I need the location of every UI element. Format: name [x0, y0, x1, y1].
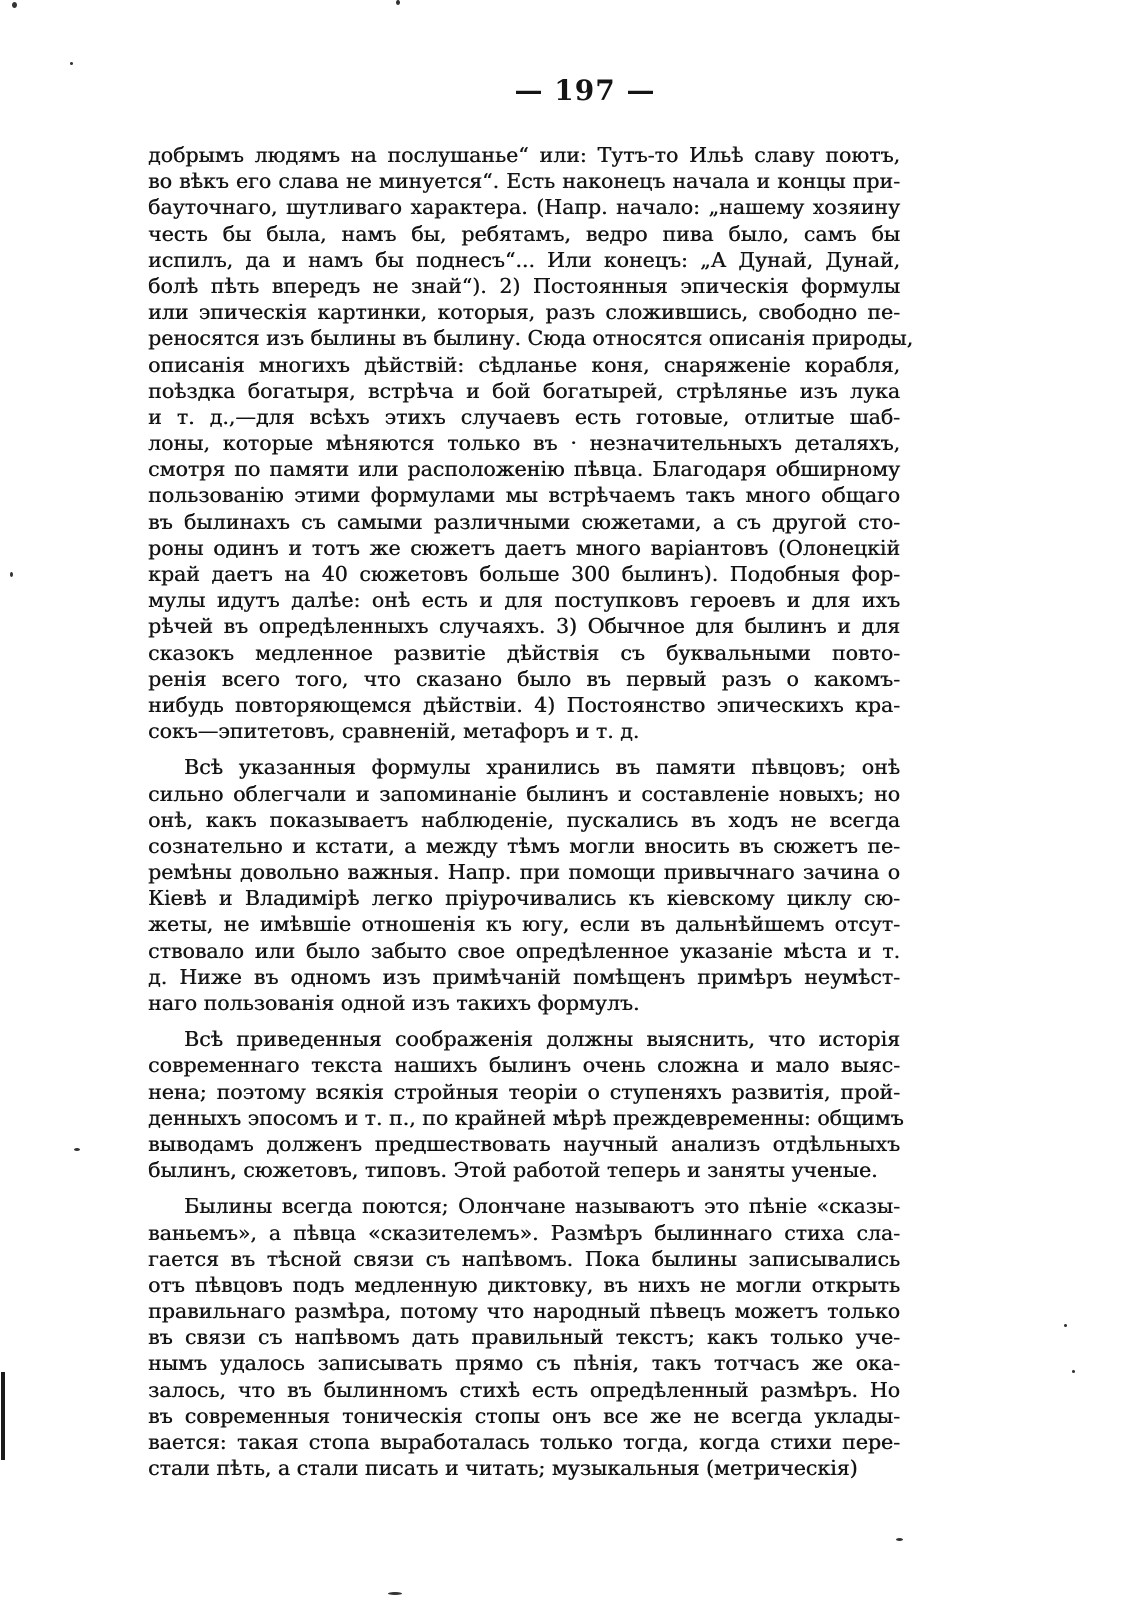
text-line: наго пользованія одной изъ такихъ формулъ. [148, 991, 640, 1015]
text-line: или эпическія картинки, которыя, разъ сложившись, свободно пе- [148, 300, 900, 325]
text-line: гается въ тѣсной связи съ напѣвомъ. Пока былины записывались [148, 1246, 900, 1271]
text-line: ремѣны довольно важныя. Напр. при помощи привычнаго зачина о [148, 860, 900, 885]
text-line: во вѣкъ его слава не минуется“. Есть наконецъ начала и концы при- [148, 169, 900, 194]
scan-speck [396, 0, 400, 5]
scan-speck [1064, 1324, 1067, 1327]
text-line: отъ пѣвцовъ подъ медленную диктовку, въ нихъ не могли открыть [148, 1272, 900, 1297]
text-line: Былины всегда поются; Олончане называютъ это пѣніе «сказы- [184, 1194, 900, 1219]
text-line: современнаго текста нашихъ былинъ очень сложна и мало выяс- [148, 1053, 900, 1078]
text-line: описанія многихъ дѣйствій: сѣдланье коня, снаряженіе корабля, [148, 352, 900, 377]
text-line: пользованію этими формулами мы встрѣчаемъ такъ много общаго [148, 483, 900, 508]
text-line: въ былинахъ съ самыми различными сюжетами, а съ другой сто- [148, 509, 900, 534]
text-line: добрымъ людямъ на послушанье“ или: Тутъ-то Ильѣ славу поютъ, [148, 143, 900, 167]
text-line: край даетъ на 40 сюжетовъ больше 300 былинъ). Подобныя фор- [148, 562, 900, 586]
paragraph-gap [148, 744, 900, 754]
text-line: болѣ пѣть впередъ не знай“). 2) Постоянныя эпическія формулы [148, 273, 900, 298]
page-edge-mark [1, 1372, 5, 1460]
scan-speck [896, 1538, 903, 1541]
text-line: въ современныя тоническія стопы онъ все же не всегда уклады- [148, 1403, 900, 1428]
text-line: честь бы была, намъ бы, ребятамъ, ведро пива было, самъ бы [148, 221, 900, 246]
text-line: бауточнаго, шутливаго характера. (Напр. начало: „нашему хозяину [148, 195, 900, 220]
text-line: правильнаго размѣра, потому что народный пѣвецъ можетъ только [148, 1299, 900, 1324]
paragraph [148, 754, 900, 1016]
text-line: нибудь повторяющемся дѣйствіи. 4) Постоянство эпическихъ кра- [148, 692, 900, 717]
scan-speck [12, 2, 17, 8]
text-line: смотря по памяти или расположенію пѣвца. Благодаря обширному [148, 457, 900, 482]
text-line: онѣ, какъ показываетъ наблюденіе, пускались въ ходъ не всегда [148, 807, 900, 832]
text-line: ствовало или было забыто свое опредѣленное указаніе мѣста и т. [148, 938, 900, 963]
text-line: Кіевѣ и Владимірѣ легко пріурочивались къ кіевскому циклу сю- [148, 886, 900, 911]
text-line: сильно облегчали и запоминаніе былинъ и составленіе новыхъ; но [148, 781, 900, 806]
text-line: былинъ, сюжетовъ, типовъ. Этой работой теперь и заняты ученые. [148, 1158, 878, 1183]
scan-speck [10, 572, 13, 577]
text-line: испилъ, да и намъ бы поднесъ“... Или конецъ: „А Дунай, Дунай, [148, 247, 900, 272]
page-number: — 197 — [514, 74, 656, 107]
text-line: сокъ—эпитетовъ, сравненій, метафоръ и т. д. [148, 719, 640, 744]
scan-speck [70, 62, 73, 65]
text-line: д. Ниже въ одномъ изъ примѣчаній помѣщенъ примѣръ неумѣст- [148, 964, 900, 989]
text-line: Всѣ указанныя формулы хранились въ памяти пѣвцовъ; онѣ [184, 755, 900, 780]
text-line: сознательно и кстати, а между тѣмъ могли вносить въ сюжетъ пе- [148, 833, 900, 858]
scan-speck [74, 1148, 80, 1151]
text-line: залось, что въ былинномъ стихѣ есть опредѣленный размѣръ. Но [148, 1377, 900, 1402]
paragraph [148, 142, 914, 744]
text-line: нымъ удалось записывать прямо съ пѣнія, такъ тотчасъ же ока- [148, 1351, 900, 1376]
text-line: выводамъ долженъ предшествовать научный анализъ отдѣльныхъ [148, 1131, 900, 1156]
scan-speck [1072, 1370, 1075, 1373]
text-line: поѣздка богатыря, встрѣча и бой богатырей, стрѣлянье изъ лука [148, 378, 900, 403]
text-line: жеты, не имѣвшіе отношенія къ югу, если въ дальнѣйшемъ отсут- [148, 912, 900, 937]
paragraph [148, 1193, 900, 1481]
text-line: вается: такая стопа выработалась только тогда, когда стихи пере- [148, 1430, 900, 1454]
paragraph-gap [148, 1183, 900, 1193]
paragraph [148, 1026, 904, 1183]
body-text [148, 142, 914, 1481]
text-line: стали пѣть, а стали писать и читать; музыкальныя (метрическія) [148, 1456, 858, 1481]
text-line: нена; поэтому всякія стройныя теоріи о ступеняхъ развитія, прой- [148, 1079, 900, 1104]
text-line: роны одинъ и тотъ же сюжетъ даетъ много варіантовъ (Олонецкій [148, 535, 900, 560]
text-line: рѣчей въ опредѣленныхъ случаяхъ. 3) Обычное для былинъ и для [148, 614, 900, 639]
text-line: мулы идутъ далѣе: онѣ есть и для поступковъ героевъ и для ихъ [148, 588, 900, 613]
text-line: и т. д.,—для всѣхъ этихъ случаевъ есть готовые, отлитые шаб- [148, 404, 900, 429]
text-line: реносятся изъ былины въ былину. Сюда относятся описанія природы, [148, 326, 914, 351]
text-line: сказокъ медленное развитіе дѣйствія съ буквальными повто- [148, 640, 900, 665]
text-line: въ связи съ напѣвомъ дать правильный текстъ; какъ только уче- [148, 1325, 900, 1350]
text-line: денныхъ эпосомъ и т. п., по крайней мѣрѣ преждевременны: общимъ [148, 1105, 904, 1130]
paragraph-gap [148, 1016, 900, 1026]
text-line: ваньемъ», а пѣвца «сказителемъ». Размѣръ былиннаго стиха сла- [148, 1220, 900, 1245]
scan-speck [388, 1592, 402, 1595]
text-line: Всѣ приведенныя соображенія должны выяснить, что исторія [184, 1027, 900, 1052]
text-line: лоны, которые мѣняются только въ · незначительныхъ деталяхъ, [148, 431, 900, 456]
text-line: ренія всего того, что сказано было въ первый разъ о какомъ- [148, 666, 900, 691]
